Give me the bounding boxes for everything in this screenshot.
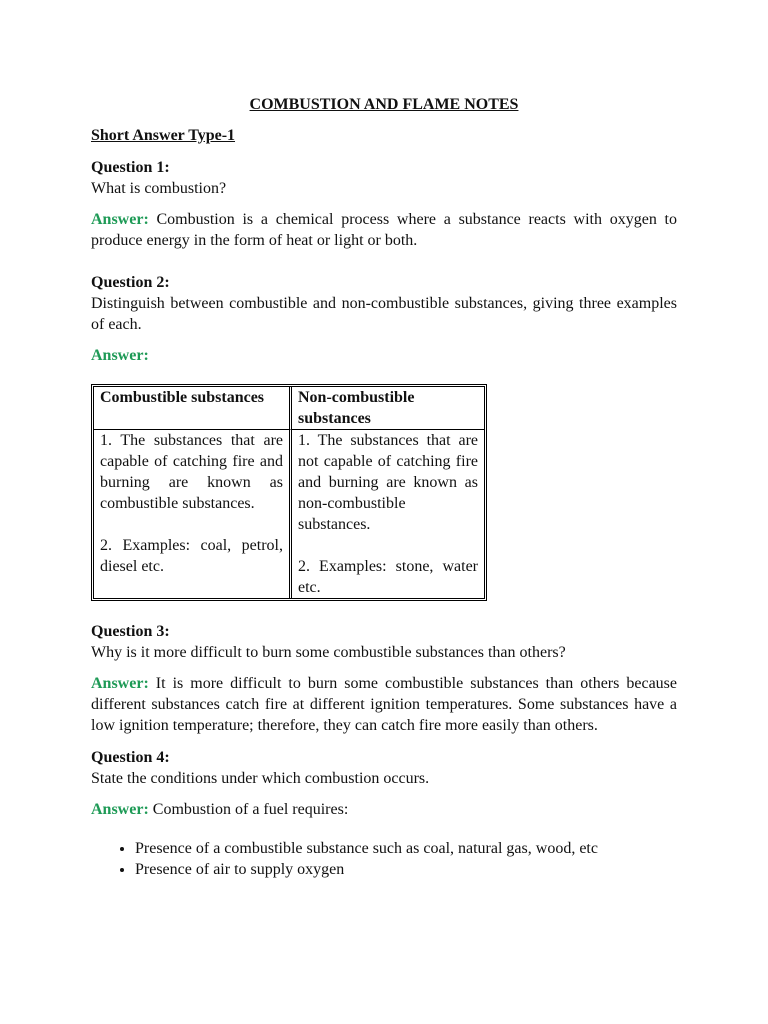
answer-text: Combustion of a fuel requires: <box>152 801 349 818</box>
question-text: What is combustion? <box>91 180 227 197</box>
answer-label: Answer: <box>91 801 149 818</box>
comparison-table <box>91 384 487 601</box>
question-2 <box>91 272 677 601</box>
answer-text: It is more difficult to burn some combustible substances than others because different substances catch fire at different ignition temperatures. Some substances have a low ignition temperature; therefore, they can catch fire more easily than others. <box>91 675 677 734</box>
answer-label: Answer: <box>91 347 149 364</box>
answer-paragraph <box>91 209 677 251</box>
question-heading: Question 1: <box>91 159 170 176</box>
cell-examples: 2. Examples: stone, water etc. <box>298 558 478 596</box>
answer-label: Answer: <box>91 675 149 692</box>
answer-paragraph <box>91 799 677 820</box>
document-body <box>91 94 677 880</box>
answer-label: Answer: <box>91 211 149 228</box>
cell-examples: 2. Examples: coal, petrol, diesel etc. <box>100 537 283 575</box>
section-heading: Short Answer Type-1 <box>91 127 236 144</box>
question-1 <box>91 157 677 251</box>
answer-paragraph <box>91 673 677 736</box>
question-text: Distinguish between combustible and non-combustible substances, giving three examples of each. <box>91 295 677 333</box>
question-heading: Question 4: <box>91 749 170 766</box>
table-cell <box>289 430 484 598</box>
cell-definition: 1. The substances that are capable of catching fire and burning are known as combustible substances. <box>100 432 283 512</box>
list-item: • Presence of air to supply oxygen <box>135 859 677 880</box>
table-cell <box>94 430 289 598</box>
table-row <box>94 430 484 598</box>
conditions-list <box>91 838 677 880</box>
question-heading: Question 3: <box>91 623 170 640</box>
table-header-row <box>94 387 484 430</box>
answer-text: Combustion is a chemical process where a substance reacts with oxygen to produce energy in the form of heat or light or both. <box>91 211 677 249</box>
table-header-cell: Combustible substances <box>94 387 289 430</box>
question-heading: Question 2: <box>91 274 170 291</box>
answer-paragraph <box>91 345 677 366</box>
question-3 <box>91 621 677 736</box>
cell-definition: 1. The substances that are not capable of catching fire and burning are known as non-combustible substances. <box>298 432 478 533</box>
table-header-cell: Non-combustible substances <box>289 387 484 430</box>
list-item: • Presence of a combustible substance such as coal, natural gas, wood, etc <box>135 838 677 859</box>
question-text: Why is it more difficult to burn some combustible substances than others? <box>91 644 566 661</box>
page-title: COMBUSTION AND FLAME NOTES <box>249 96 519 113</box>
question-4 <box>91 747 677 880</box>
question-text: State the conditions under which combustion occurs. <box>91 770 430 787</box>
